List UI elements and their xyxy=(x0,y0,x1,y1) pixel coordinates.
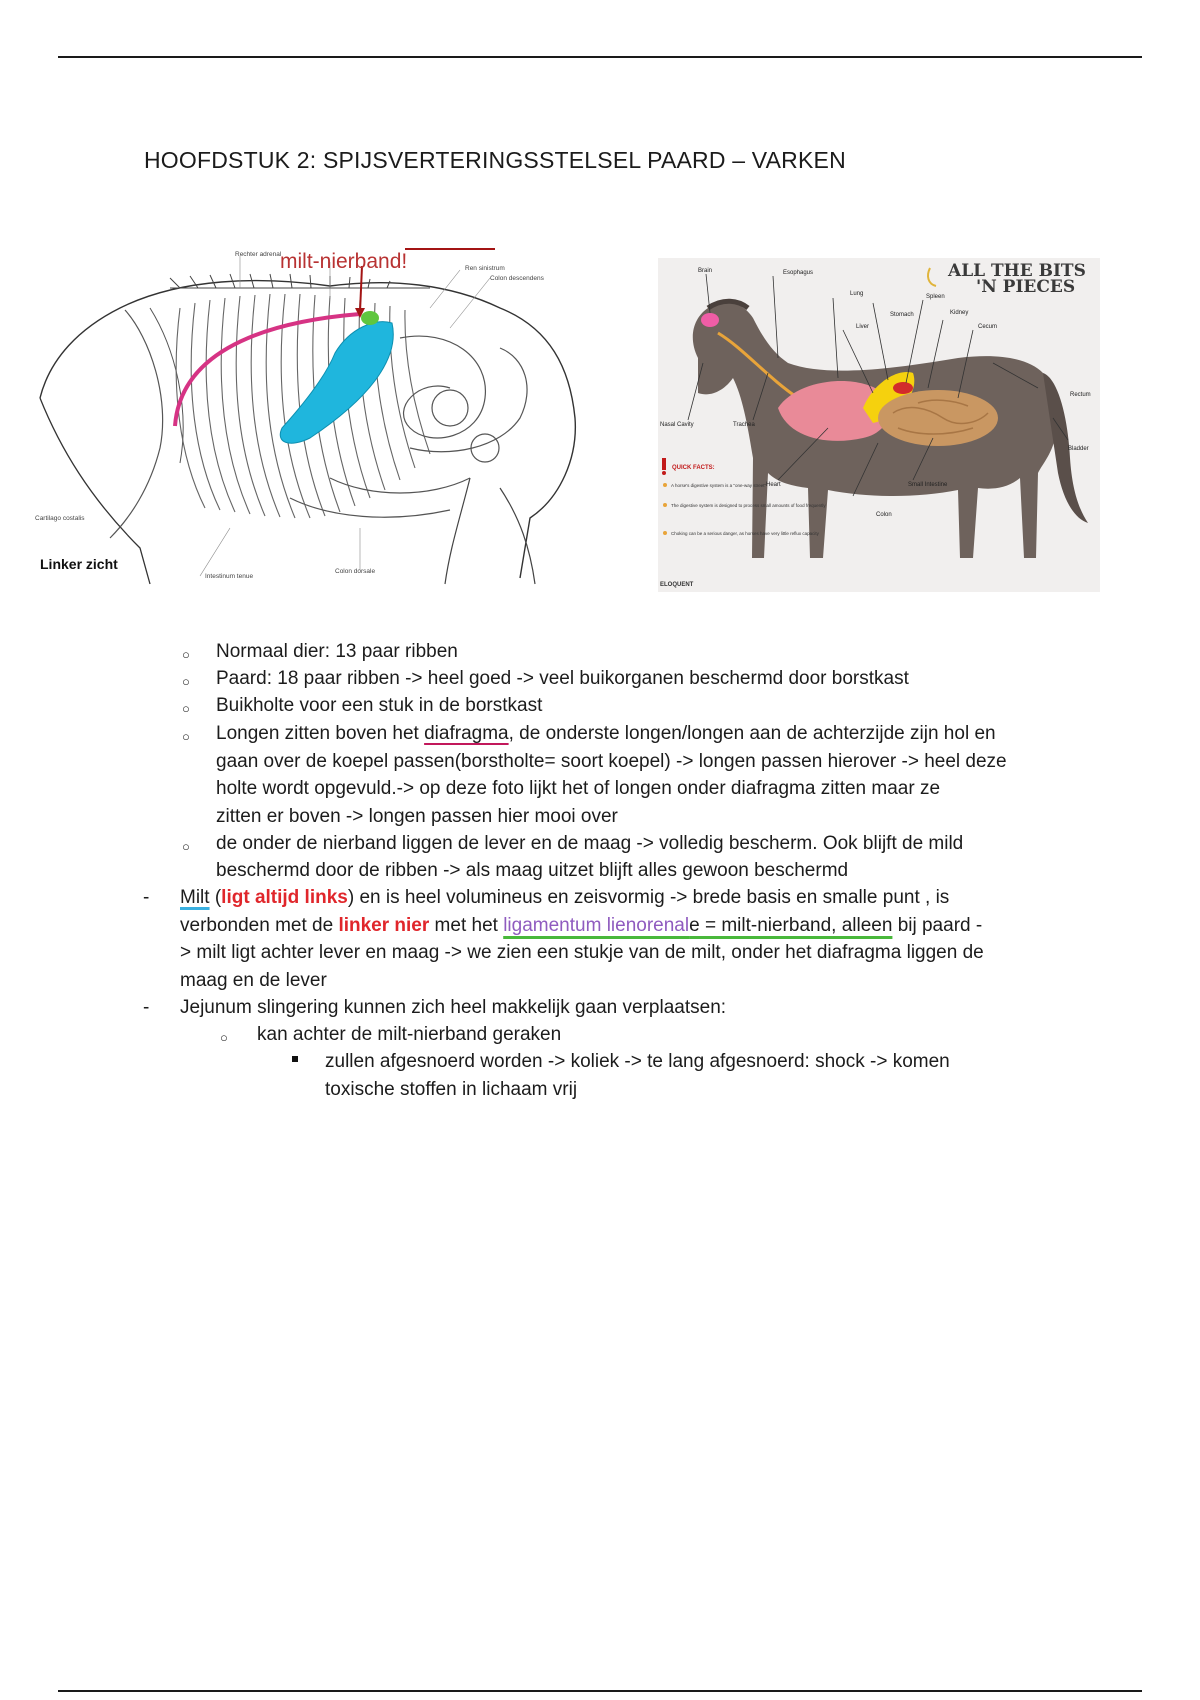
text-fragment: ) en is heel volumineus en zeisvormig -> brede basis en smalle punt , is xyxy=(347,887,950,908)
bullet-continuation: toxische stoffen in lichaam vrij xyxy=(325,1079,578,1100)
label-esophagus: Esophagus xyxy=(783,270,814,276)
horse-digestive-drawing xyxy=(658,258,1100,592)
label-rectum: Rectum xyxy=(1070,392,1091,398)
fact-1: A horse's digestive system is a "one-way street" xyxy=(671,483,767,488)
dash-marker: - xyxy=(143,887,150,908)
label-spleen: Spleen xyxy=(926,294,945,300)
fact-2: The digestive system is designed to process small amounts of food frequently xyxy=(671,503,826,508)
jejunum-paragraph: Jejunum slingering kunnen zich heel makkelijk gaan verplaatsen: xyxy=(180,997,727,1018)
bullet-circle: ○ xyxy=(220,1030,228,1045)
bullet-continuation: beschermd door de ribben -> als maag uitzet blijft alles gewoon beschermd xyxy=(216,860,849,881)
horse-anatomy-figure xyxy=(30,248,590,586)
bullet-continuation: zitten er boven -> longen passen hier mooi over xyxy=(216,806,618,827)
milt-nierband-annotation: milt-nierband! xyxy=(280,250,408,273)
svg-text:Colon dorsale: Colon dorsale xyxy=(335,568,376,575)
svg-text:Intestinum tenue: Intestinum tenue xyxy=(205,573,254,580)
brand-line-1: ALL THE BITS xyxy=(948,261,1086,281)
bottom-rule xyxy=(58,1690,1142,1692)
bullet-circle: ○ xyxy=(182,729,190,744)
label-cecum: Cecum xyxy=(978,324,998,330)
milt-nierband-term: e = milt-nierband, alleen xyxy=(689,915,893,936)
bullet-circle: ○ xyxy=(182,674,190,689)
horse-anatomy-drawing xyxy=(30,248,590,586)
label-small-intestine: Small Intestine xyxy=(908,482,948,488)
page-title: HOOFDSTUK 2: SPIJSVERTERINGSSTELSEL PAARD – VARKEN xyxy=(144,147,846,173)
text-fragment: , de onderste longen/longen aan de achterzijde zijn hol en xyxy=(508,723,996,744)
label-lung: Lung xyxy=(850,291,864,297)
milt-paragraph-line2 xyxy=(180,912,982,940)
bullet-circle: ○ xyxy=(182,839,190,854)
bullet-item: de onder de nierband liggen de lever en de maag -> volledig bescherm. Ook blijft de mild xyxy=(216,833,964,854)
label-brain: Brain xyxy=(698,268,713,274)
milt-term: Milt xyxy=(180,887,210,908)
label-liver: Liver xyxy=(856,324,870,330)
text-fragment: met het xyxy=(429,915,504,936)
bullet-circle: ○ xyxy=(182,647,190,662)
label-stomach: Stomach xyxy=(890,312,914,318)
bullet-square-icon xyxy=(292,1056,298,1062)
milt-paragraph-line4: maag en de lever xyxy=(180,970,327,991)
highlight-left: ligt altijd links xyxy=(221,887,348,908)
text-fragment: verbonden met de xyxy=(180,915,339,936)
svg-text:Cartilago costalis: Cartilago costalis xyxy=(35,515,85,522)
label-trachea: Trachea xyxy=(733,422,755,428)
ligamentum-term: ligamentum lienorenal xyxy=(503,915,690,936)
bullet-item: Paard: 18 paar ribben -> heel goed -> veel buikorganen beschermd door borstkast xyxy=(216,668,909,689)
brand-line-2: 'N PIECES xyxy=(976,277,1076,297)
text-fragment: ( xyxy=(209,887,222,908)
text-fragment: bij paard - xyxy=(892,915,983,936)
bullet-continuation: holte wordt opgevuld.-> op deze foto lijkt het of longen onder diafragma zitten maar ze xyxy=(216,778,941,799)
label-heart: Heart xyxy=(766,482,781,488)
footer-brand: ELOQUENT xyxy=(660,582,694,588)
label-bladder: Bladder xyxy=(1068,446,1089,452)
bullet-item: Normaal dier: 13 paar ribben xyxy=(216,641,458,662)
label-kidney: Kidney xyxy=(950,310,969,316)
text-fragment: Longen zitten boven het xyxy=(216,723,425,744)
top-rule xyxy=(58,56,1142,58)
milt-paragraph xyxy=(180,884,949,912)
svg-text:Colon descendens: Colon descendens xyxy=(490,275,544,282)
diafragma-term: diafragma xyxy=(424,723,509,744)
quick-facts-title: QUICK FACTS: xyxy=(672,465,715,471)
fact-3: Choking can be a serious danger, as horses have very little reflux capacity xyxy=(671,531,819,536)
bullet-item-lungs xyxy=(216,720,996,748)
bullet-item: kan achter de milt-nierband geraken xyxy=(257,1024,562,1045)
svg-text:Ren sinistrum: Ren sinistrum xyxy=(465,265,505,272)
dash-marker: - xyxy=(143,997,150,1018)
label-nasal: Nasal Cavity xyxy=(660,422,694,428)
milt-paragraph-line3: > milt ligt achter lever en maag -> we zien een stukje van de milt, onder het diafragma liggen de xyxy=(180,942,984,963)
bullet-circle: ○ xyxy=(182,701,190,716)
bullet-continuation: gaan over de koepel passen(borstholte= soort koepel) -> longen passen hierover -> heel deze xyxy=(216,751,1007,772)
bullet-item: zullen afgesnoerd worden -> koliek -> te lang afgesnoerd: shock -> komen xyxy=(325,1051,950,1072)
bullet-item: Buikholte voor een stuk in de borstkast xyxy=(216,695,543,716)
svg-text:Rechter adrenal: Rechter adrenal xyxy=(235,251,282,258)
figure-caption: Linker zicht xyxy=(40,556,118,572)
horse-digestive-infographic xyxy=(658,258,1100,592)
highlight-linker-nier: linker nier xyxy=(338,915,430,936)
label-colon: Colon xyxy=(876,512,892,518)
